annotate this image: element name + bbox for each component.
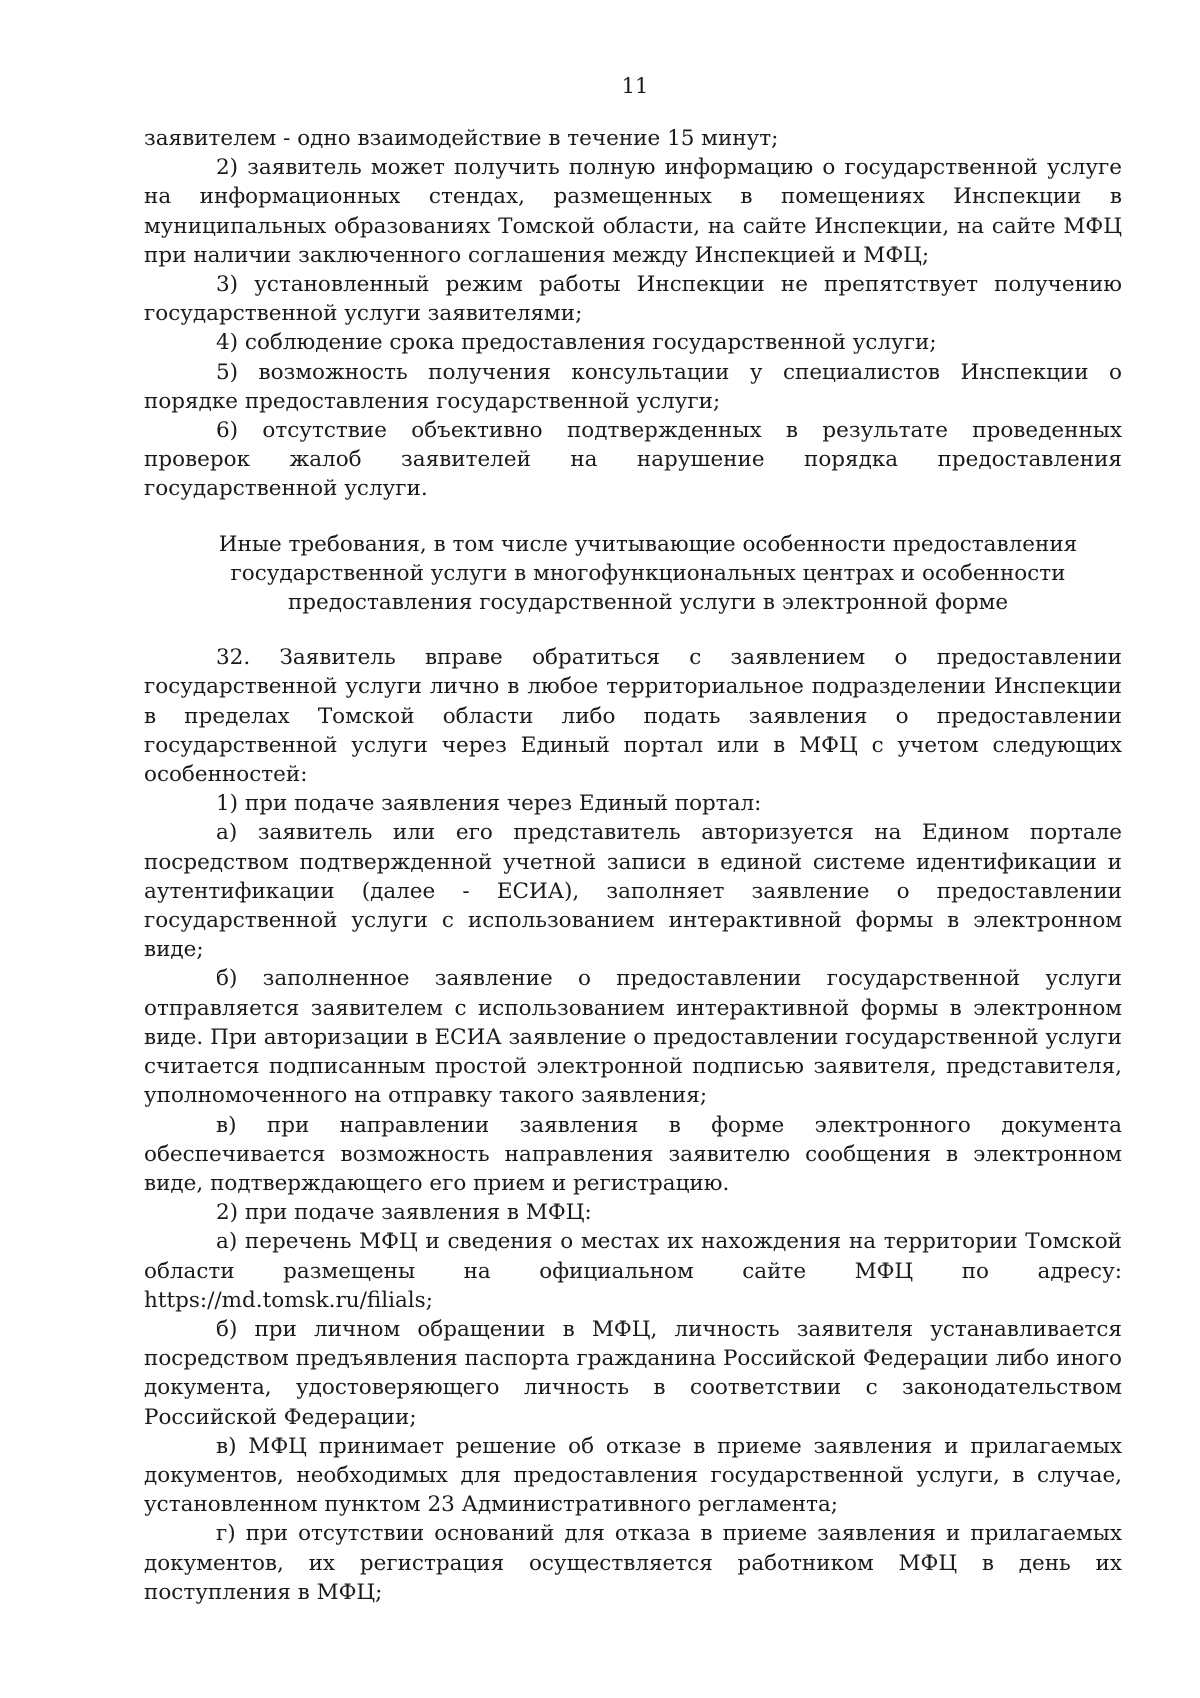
paragraph-item-3: 3) установленный режим работы Инспекции не препятствует получению государственной услуги заявителями;	[144, 272, 1122, 327]
section-heading-line-3: предоставления государственной услуги в электронной форме	[287, 590, 1009, 616]
paragraph-subitem-2b: б) при личном обращении в МФЦ, личность заявителя устанавливается посредством предъявления паспорта гражданина Российской Федерации либо иного документа, удостоверяющего личность в соответствии с законодательством Российской Федерации;	[144, 1316, 1122, 1430]
paragraph-subitem-2g: г) при отсутствии оснований для отказа в приеме заявления и прилагаемых документов, их регистрация осуществляется работником МФЦ в день их поступления в МФЦ;	[144, 1521, 1122, 1605]
paragraph-item-6: 6) отсутствие объективно подтвержденных в результате проведенных проверок жалоб заявителей на нарушение порядка предоставления государственной услуги.	[144, 418, 1122, 502]
paragraph-continuation: заявителем - одно взаимодействие в течение 15 минут;	[144, 126, 779, 151]
paragraph-subitem-1a: а) заявитель или его представитель авторизуется на Едином портале посредством подтвержденной учетной записи в единой системе идентификации и аутентификации (далее - ЕСИА), заполняет заявление о предоставлении государственной услуги с использованием интерактивной формы в электронном виде;	[144, 820, 1122, 963]
page-number: 11	[621, 74, 649, 98]
section-heading	[144, 530, 1122, 618]
paragraph-item-4: 4) соблюдение срока предоставления государственной услуги;	[216, 330, 937, 356]
section-heading-line-1: Иные требования, в том числе учитывающие особенности предоставления	[218, 531, 1078, 557]
section-heading-line-2: государственной услуги в многофункциональных центрах и особенности	[230, 560, 1066, 586]
paragraph-subitem-2: 2) при подаче заявления в МФЦ:	[216, 1200, 592, 1226]
document-body	[144, 124, 1122, 1607]
paragraph-subitem-1v: в) при направлении заявления в форме электронного документа обеспечивается возможность направления заявителю сообщения в электронном виде, подтверждающего его прием и регистрацию.	[144, 1112, 1122, 1196]
paragraph-item-2: 2) заявитель может получить полную информацию о государственной услуге на информационных стендах, размещенных в помещениях Инспекции в муниципальных образованиях Томской области, на сайте Инспекции, на сайте МФЦ при наличии заключенного соглашения между Инспекцией и МФЦ;	[144, 155, 1122, 268]
paragraph-subitem-1b: б) заполненное заявление о предоставлении государственной услуги отправляется заявителем с использованием интерактивной формы в электронном виде. При авторизации в ЕСИА заявление о предоставлении государственной услуги считается подписанным простой электронной подписью заявителя, представителя, уполномоченного на отправку такого заявления;	[144, 966, 1122, 1109]
paragraph-item-5: 5) возможность получения консультации у специалистов Инспекции о порядке предоставления государственной услуги;	[144, 359, 1122, 414]
paragraph-subitem-1: 1) при подаче заявления через Единый портал:	[216, 791, 762, 817]
paragraph-subitem-2v: в) МФЦ принимает решение об отказе в приеме заявления и прилагаемых документов, необходимых для предоставления государственной услуги, в случае, установленном пунктом 23 Административного регламента;	[144, 1433, 1122, 1518]
paragraph-clause-32: 32. Заявитель вправе обратиться с заявлением о предоставлении государственной услуги лично в любое территориальное подразделении Инспекции в пределах Томской области либо подать заявления о предоставлении государственной услуги через Единый портал или в МФЦ с учетом следующих особенностей:	[144, 645, 1122, 788]
paragraph-subitem-2a: а) перечень МФЦ и сведения о местах их нахождения на территории Томской области размещены на официальном сайте МФЦ по адресу: https://md.tomsk.ru/filials;	[144, 1229, 1122, 1313]
